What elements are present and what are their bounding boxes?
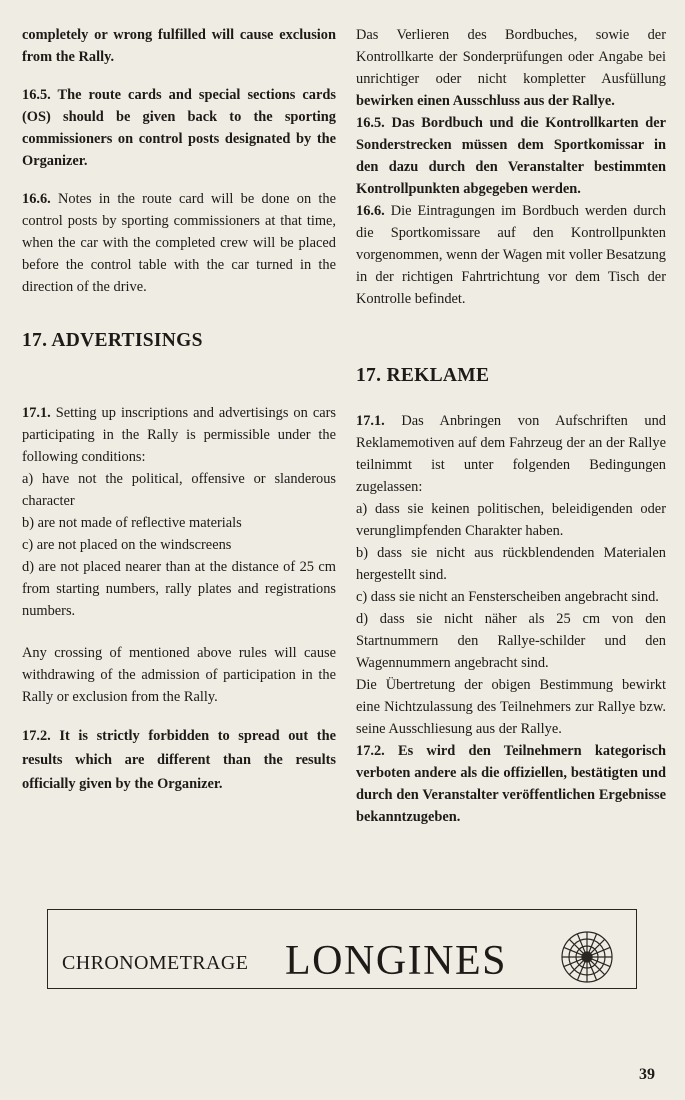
- condition-d: d) are not placed nearer than at the distance of 25 cm from starting numbers, rally plates and registrations numbers.: [22, 559, 336, 619]
- paragraph-text: Notes in the route card will be done on the control posts by sporting commissioners at that time, when the car with the completed crew will be placed before the control table with the car turned in the direction of the drive.: [22, 191, 336, 295]
- condition-c: c) are not placed on the windscreens: [22, 537, 232, 553]
- page-number: 39: [639, 1066, 655, 1083]
- paragraph-17-1: [22, 402, 336, 468]
- paragraph-16-4-end-de: [356, 24, 666, 112]
- condition-a-de: a) dass sie keinen politischen, beleidigenden oder verunglimpfenden Charakter haben.: [356, 501, 666, 539]
- paragraph-text: Die Eintragungen im Bordbuch werden durch die Sportkomissare auf den Kontrollpunkten vorgenommen, wenn der Wagen mit voller Besatzung in der richtigen Fahrtrichtung vor dem Tisch der Kontrolle befindet.: [356, 203, 666, 307]
- ad-chronometrage-text: CHRONOMETRAGE: [62, 952, 249, 974]
- english-column-bottom: [22, 402, 336, 796]
- german-column-bottom: [356, 410, 666, 828]
- condition-d-de: d) dass sie nicht näher als 25 cm von den Startnummern den Rallye-schilder und den Wagennummern angebracht sind.: [356, 611, 666, 671]
- paragraph-16-6-de: [356, 200, 666, 310]
- paragraph-text: Das Anbringen von Aufschriften und Reklamemotiven auf dem Fahrzeug der an der Rallye teilnimmt ist unter folgenden Bedingungen zugelassen:: [356, 413, 666, 495]
- longines-advertisement: [47, 909, 637, 989]
- paragraph-bold-text: bewirken einen Ausschluss aus der Rallye.: [356, 93, 615, 109]
- section-heading-advertisings: 17. ADVERTISINGS: [22, 330, 203, 351]
- section-heading-reklame: 17. REKLAME: [356, 365, 490, 386]
- paragraph-17-2: 17.2. It is strictly forbidden to spread out the results which are different than the results officially given by the Organizer.: [22, 728, 336, 792]
- section-number: 16.6.: [356, 203, 385, 219]
- paragraph-17-1-de: [356, 410, 666, 498]
- ad-longines-wordmark: LONGINES: [285, 938, 507, 984]
- condition-a: a) have not the political, offensive or slanderous character: [22, 471, 336, 509]
- german-column-top: [356, 24, 666, 310]
- section-number: 17.1.: [22, 405, 51, 421]
- paragraph-text: Das Verlieren des Bordbuches, sowie der Kontrollkarte der Sonderprüfungen oder Angabe bei unrichtiger oder nicht kompletter Ausfüllung: [356, 27, 666, 87]
- condition-c-de: c) dass sie nicht an Fensterscheiben angebracht sind.: [356, 589, 659, 605]
- paragraph-any-crossing: Any crossing of mentioned above rules will cause withdrawing of the admission of participation in the Rally or exclusion from the Rally.: [22, 645, 336, 705]
- paragraph-16-6: [22, 188, 336, 298]
- section-number: 16.6.: [22, 191, 51, 207]
- paragraph-17-2-de: 17.2. Es wird den Teilnehmern kategorisch verboten andere als die offiziellen, bestätigten und durch den Veranstalter veröffentlichen Ergebnisse bekanntzugeben.: [356, 743, 666, 825]
- condition-b-de: b) dass sie nicht aus rückblendenden Materialen hergestellt sind.: [356, 545, 666, 583]
- paragraph-16-5: 16.5. The route cards and special sections cards (OS) should be given back to the sporting commissioners on control posts designated by the Organizer.: [22, 87, 336, 169]
- section-number: 17.1.: [356, 413, 385, 429]
- paragraph-ubertretung: Die Übertretung der obigen Bestimmung bewirkt eine Nichtzulassung des Teilnehmers zur Rallye bzw. seine Ausschliesung aus der Rallye.: [356, 677, 666, 737]
- longines-globe-logo-icon: [560, 930, 614, 984]
- paragraph-16-4-end: completely or wrong fulfilled will cause exclusion from the Rally.: [22, 27, 336, 65]
- paragraph-text: Setting up inscriptions and advertisings on cars participating in the Rally is permissible under the following conditions:: [22, 405, 336, 465]
- paragraph-16-5-de: 16.5. Das Bordbuch und die Kontrollkarten der Sonderstrecken müssen dem Sportkomissar in den dazu durch den Veranstalter bestimmten Kontrollpunkten abgegeben werden.: [356, 115, 666, 197]
- english-column-top: [22, 24, 336, 298]
- condition-b: b) are not made of reflective materials: [22, 515, 242, 531]
